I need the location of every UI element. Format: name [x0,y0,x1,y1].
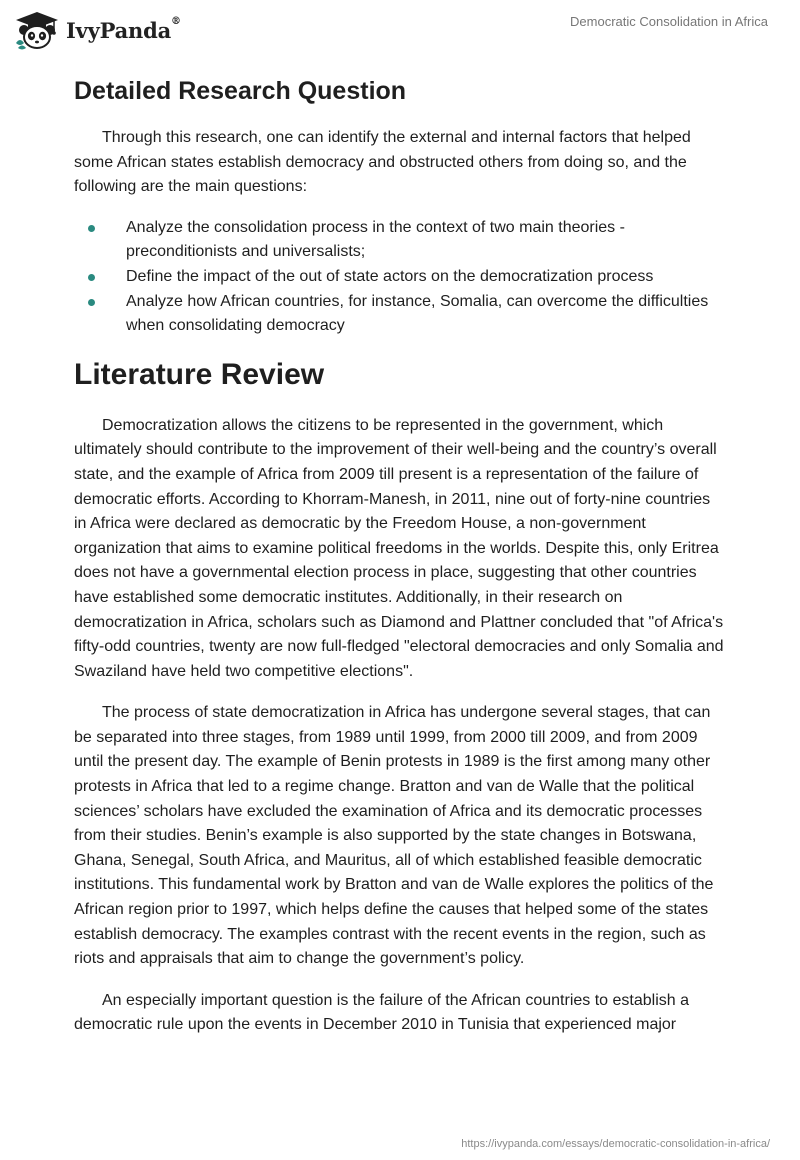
brand-name [66,15,181,43]
source-url[interactable]: https://ivypanda.com/essays/democratic-consolidation-in-africa/ [461,1138,770,1150]
list-item [74,216,726,265]
list-item [74,290,726,339]
literature-paragraph-3: An especially important question is the failure of the African countries to establish a democratic rule upon the events in December 2010 in Tunisia that experienced major [74,991,689,1034]
research-intro-paragraph: Through this research, one can identify the external and internal factors that helped some African states establish democracy and obstructed others from doing so, and the following are the main questions: [74,129,691,196]
list-item-text: Define the impact of the out of state actors on the democratization process [126,267,654,285]
list-item-text: Analyze the consolidation process in the context of two main theories - preconditionists and universalists; [126,218,625,261]
ivypanda-logo[interactable] [14,10,181,50]
list-item-text: Analyze how African countries, for instance, Somalia, can overcome the difficulties when consolidating democracy [126,292,709,335]
literature-paragraph-1: Democratization allows the citizens to be represented in the government, which ultimately should contribute to the improvement of their well-being and the country’s overall state, and the example of Africa from 2009 till present is a representation of the failure of democratic efforts. According to Khorram-Manesh, in 2011, nine out of forty-nine countries in Africa were declared as democratic by the Freedom House, a non-government organization that aims to examine political freedoms in the worlds. Despite this, only Eritrea does not have a governmental election process in place, suggesting that other countries have established some democratic institutes. Additionally, in their research on democratization in Africa, scholars such as Diamond and Plattner concluded that "of Africa's fifty-odd countries, twenty are now full-fledged "electoral democracies and only Somalia and Swaziland have held two competitive elections". [74,416,724,680]
bullet-icon [88,225,95,232]
bullet-icon [88,274,95,281]
section-heading-literature-review: Literature Review [74,357,325,391]
section-heading-research-question: Detailed Research Question [74,77,407,105]
article-content [74,70,726,1038]
research-questions-list [74,216,726,339]
literature-paragraph-2: The process of state democratization in Africa has undergone several stages, that can be separated into three stages, from 1989 until 1999, from 2000 till 2009, and from 2009 until the present day. The example of Benin protests in 1989 is the first among many other protests in Africa that led to a regime change. Bratton and van de Walle that the political sciences’ scholars have excluded the examination of Africa and its democratic processes from their studies. Benin’s example is also supported by the state changes in Botswana, Ghana, Senegal, South Africa, and Mauritus, all of which established feasible democratic institutions. This fundamental work by Bratton and van de Walle explores the politics of the African region prior to 1997, which helps define the causes that helped some of the states establish democracy. The examples contrast with the recent events in the region, such as riots and appraisals that aim to change the government’s policy. [74,704,714,968]
document-title: Democratic Consolidation in Africa [570,14,768,29]
list-item [74,265,726,290]
registered-mark: ® [171,15,181,27]
page-header [0,0,800,56]
brand-label: IvyPanda [66,17,172,43]
panda-graduate-icon [14,10,60,50]
bullet-icon [88,299,95,306]
